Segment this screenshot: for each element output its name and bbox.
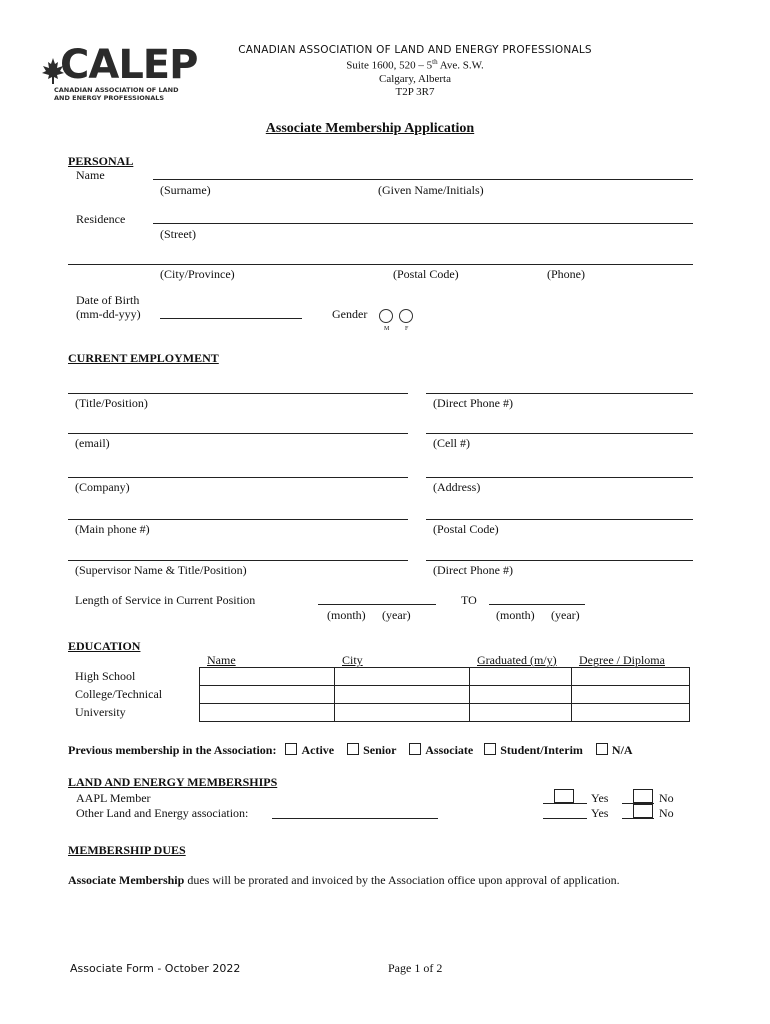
calep-logo: [40, 44, 210, 116]
active-checkbox[interactable]: [285, 743, 297, 755]
edu-cell[interactable]: [572, 668, 690, 686]
previous-membership-label: Previous membership in the Association:: [68, 743, 277, 757]
na-checkbox[interactable]: [596, 743, 608, 755]
logo-sub-line2: AND ENERGY PROFESSIONALS: [54, 94, 165, 102]
address-line2: Calgary, Alberta: [379, 72, 451, 85]
email-caption: (email): [75, 436, 110, 450]
end-year-caption: (year): [551, 608, 580, 622]
company-caption: (Company): [75, 480, 130, 494]
street-caption: (Street): [160, 227, 196, 241]
other-assoc-label: Other Land and Energy association:: [76, 806, 249, 820]
student-label: Student/Interim: [500, 743, 583, 757]
previous-membership-row: [68, 743, 633, 758]
start-year-caption: (year): [382, 608, 411, 622]
name-label: Name: [76, 168, 105, 182]
edu-col-degree: Degree / Diploma: [579, 653, 665, 667]
other-no-label: No: [659, 806, 674, 820]
company-field[interactable]: [68, 477, 408, 478]
direct-phone-caption: (Direct Phone #): [433, 396, 513, 410]
education-heading: EDUCATION: [68, 639, 141, 653]
to-label: TO: [461, 593, 477, 607]
other-assoc-field[interactable]: [272, 818, 438, 819]
employment-heading: CURRENT EMPLOYMENT: [68, 351, 219, 365]
dues-heading: MEMBERSHIP DUES: [68, 843, 186, 857]
supervisor-field[interactable]: [68, 560, 408, 561]
gender-f-radio[interactable]: [399, 309, 413, 323]
edu-cell[interactable]: [335, 686, 470, 704]
form-title: Associate Membership Application: [265, 121, 475, 136]
start-date-field[interactable]: [318, 604, 436, 605]
education-table: [199, 667, 690, 722]
length-label: Length of Service in Current Position: [75, 593, 256, 607]
table-row: [200, 704, 690, 722]
start-month-caption: (month): [327, 608, 366, 622]
logo-sub-line1: CANADIAN ASSOCIATION OF LAND: [54, 86, 179, 94]
aapl-label: AAPL Member: [76, 791, 151, 805]
residence-label: Residence: [76, 212, 126, 226]
edu-cell[interactable]: [200, 704, 335, 722]
supervisor-caption: (Supervisor Name & Title/Position): [75, 563, 247, 577]
postal-code-field[interactable]: [426, 519, 693, 520]
org-header: [225, 44, 605, 99]
org-name: CANADIAN ASSOCIATION OF LAND AND ENERGY PROFESSIONALS: [238, 44, 592, 56]
address-caption: (Address): [433, 480, 481, 494]
main-phone-caption: (Main phone #): [75, 522, 150, 536]
senior-label: Senior: [363, 743, 397, 757]
address-line3: T2P 3R7: [395, 85, 435, 98]
title-field[interactable]: [68, 393, 408, 394]
active-label: Active: [301, 743, 335, 757]
other-no-box[interactable]: [633, 804, 653, 818]
title-caption: (Title/Position): [75, 396, 148, 410]
edu-cell[interactable]: [470, 704, 572, 722]
dues-bold: Associate Membership: [68, 873, 185, 887]
address-line1: Suite 1600, 520 – 5th Ave. S.W.: [346, 58, 484, 72]
direct-phone-field[interactable]: [426, 393, 693, 394]
aapl-no-box[interactable]: [633, 789, 653, 803]
edu-cell[interactable]: [572, 704, 690, 722]
given-caption: (Given Name/Initials): [378, 183, 484, 197]
main-phone-field[interactable]: [68, 519, 408, 520]
city-caption: (City/Province): [160, 267, 235, 281]
dues-rest: dues will be prorated and invoiced by the Association office upon approval of application.: [184, 873, 620, 887]
dob-format: (mm-dd-yyy): [76, 307, 141, 321]
associate-label: Associate: [425, 743, 474, 757]
gender-f-label: F: [405, 326, 409, 332]
edu-col-name: Name: [207, 653, 236, 667]
edu-cell[interactable]: [335, 668, 470, 686]
aapl-yes-label: Yes: [591, 791, 609, 805]
name-field[interactable]: [153, 179, 693, 180]
dob-field[interactable]: [160, 318, 302, 319]
postal-caption: (Postal Code): [393, 267, 459, 281]
edu-cell[interactable]: [200, 686, 335, 704]
senior-checkbox[interactable]: [347, 743, 359, 755]
city-field[interactable]: [68, 264, 693, 265]
edu-col-city: City: [342, 653, 363, 667]
edu-row-university: University: [75, 705, 126, 719]
cell-caption: (Cell #): [433, 436, 470, 450]
edu-cell[interactable]: [470, 668, 572, 686]
edu-cell[interactable]: [200, 668, 335, 686]
personal-heading: PERSONAL: [68, 154, 134, 168]
na-label: N/A: [611, 743, 633, 757]
logo-wordmark: CALEP: [60, 42, 198, 88]
dob-label: Date of Birth: [76, 293, 140, 307]
end-month-caption: (month): [496, 608, 535, 622]
other-yes-field[interactable]: [543, 818, 587, 819]
gender-m-label: M: [384, 326, 390, 332]
edu-row-high-school: High School: [75, 669, 136, 683]
associate-checkbox[interactable]: [409, 743, 421, 755]
table-row: [200, 668, 690, 686]
other-no-field[interactable]: [622, 818, 654, 819]
street-field[interactable]: [153, 223, 693, 224]
direct-phone2-caption: (Direct Phone #): [433, 563, 513, 577]
gender-m-radio[interactable]: [379, 309, 393, 323]
direct-phone2-field[interactable]: [426, 560, 693, 561]
edu-cell[interactable]: [572, 686, 690, 704]
edu-cell[interactable]: [335, 704, 470, 722]
table-row: [200, 686, 690, 704]
footer-form: Associate Form - October 2022: [70, 962, 241, 975]
edu-cell[interactable]: [470, 686, 572, 704]
surname-caption: (Surname): [160, 183, 211, 197]
address-field[interactable]: [426, 477, 693, 478]
land-heading: LAND AND ENERGY MEMBERSHIPS: [68, 775, 278, 789]
student-checkbox[interactable]: [484, 743, 496, 755]
end-date-field[interactable]: [489, 604, 585, 605]
aapl-yes-field[interactable]: [543, 803, 587, 804]
aapl-no-label: No: [659, 791, 674, 805]
other-yes-label: Yes: [591, 806, 609, 820]
aapl-yes-box[interactable]: [554, 789, 574, 803]
edu-col-graduated: Graduated (m/y): [477, 653, 557, 667]
cell-field[interactable]: [426, 433, 693, 434]
edu-row-college: College/Technical: [75, 687, 163, 701]
gender-label: Gender: [332, 307, 368, 321]
email-field[interactable]: [68, 433, 408, 434]
postal-code-caption: (Postal Code): [433, 522, 499, 536]
dues-text: [68, 873, 620, 888]
phone-caption: (Phone): [547, 267, 585, 281]
footer-page: Page 1 of 2: [388, 961, 443, 975]
